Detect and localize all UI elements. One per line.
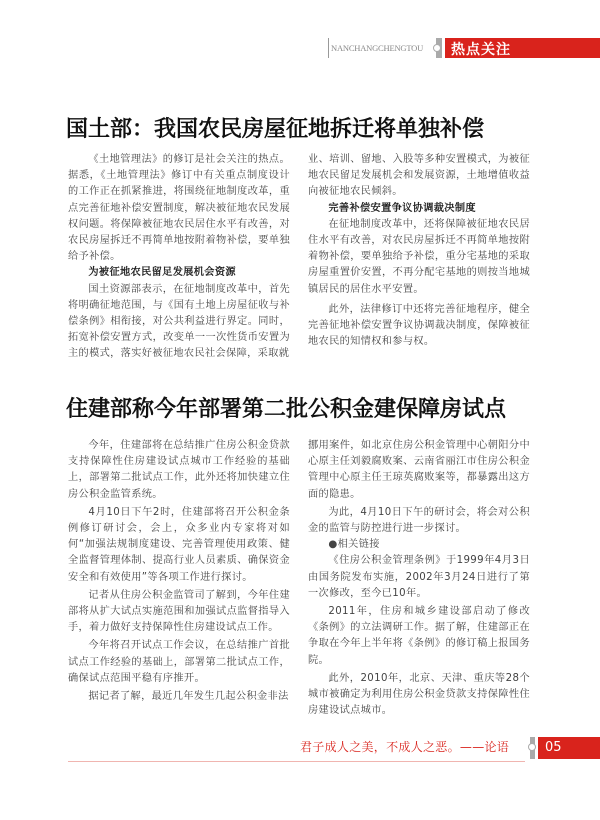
header-dot-icon: [433, 44, 441, 52]
article2-title: 住建部称今年部署第二批公积金建保障房试点: [66, 396, 507, 422]
paragraph: 此外，2010年，北京、天津、重庆等28个城市被确定为利用住房公积金贷款支持保障性住房建设试点城市。: [308, 672, 530, 717]
paragraph: 2011年，住房和城乡建设部启动了修改《条例》的立法调研工作。据了解，住建部正在争取在今年上半年将《条例》的修订稿上报国务院。: [308, 606, 530, 666]
subheading: 完善补偿安置争议协调裁决制度: [328, 202, 476, 214]
paragraph: 《住房公积金管理条例》于1999年4月3日由国务院发布实施，2002年3月24日进行了第一次修改，至今已10年。: [308, 555, 530, 599]
paragraph: 国土资源部表示，在征地制度改革中，首先将明确征地范围，与《国有土地上房屋征收与补偿条例》相衔接，对公共利益进行界定。同时，拓宽补偿安置方式，改变单一一次性货币安置为主的模式，落实好被征地农民社会保障，采取就: [68, 283, 290, 360]
article2-col-left: [68, 438, 290, 705]
article2-col-right: [308, 438, 530, 719]
article1-col-right: [308, 152, 530, 350]
paragraph: 记者从住房公积金监管司了解到，今年住建部将从扩大试点实施范围和加强试点监督指导入手，着力做好支持保障性住房建设试点工作。: [68, 589, 290, 634]
paragraph: 今年将召开试点工作会议，在总结推广首批试点工作经验的基础上，部署第二批试点工作，确保试点范围平稳有序推开。: [68, 640, 290, 684]
paragraph: 4月10日下午2时，住建部将召开公积金条例修订研讨会，会上，众多业内专家将对如何“加强法规制度建设、完善管理使用政策、健全监督管理体制、提高行业人员素质、确保资金安全和有效使用”等各项工作进行探讨。: [68, 506, 290, 583]
publication-name: NANCHANGCHENGTOU: [331, 43, 424, 53]
paragraph: 挪用案件，如北京住房公积金管理中心朝阳分中心原主任刘毅腐败案、云南省丽江市住房公积金管理中心原主任王琼英腐败案等，都暴露出这方面的隐患。: [308, 440, 530, 500]
paragraph: 此外，法律修订中还将完善征地程序，健全完善征地补偿安置争议协调裁决制度，保障被征地农民的知情权和参与权。: [308, 303, 530, 348]
paragraph: 《土地管理法》的修订是社会关注的热点。据悉，《土地管理法》修订中有关重点制度设计的工作正在抓紧推进，将围绕征地制度改革，重点完善征地补偿安置制度，解决被征地农民发展权问题。将保障被征地农民居住水平有改善，对农民房屋拆迁不再简单地按附着物补偿，要单独给予补偿。: [68, 154, 290, 263]
section-title: 热点关注: [451, 42, 511, 58]
article1-title: 国土部：我国农民房屋征地拆迁将单独补偿: [66, 116, 485, 142]
paragraph: 据记者了解，最近几年发生几起公积金非法: [88, 691, 289, 703]
footer-divider: [68, 761, 525, 762]
paragraph: 在征地制度改革中，还将保障被征地农民居住水平有改善，对农民房屋拆迁不再简单地按附着物补偿，要单独给予补偿，重分宅基地的采取房屋重置价安置，不再分配宅基地的则按当地城镇居民的居住水平安置。: [308, 218, 530, 295]
footer-dot-icon: [528, 743, 536, 751]
footer-quote: 君子成人之美，不成人之恶。——论语: [300, 740, 510, 754]
header-divider: [328, 38, 329, 58]
related-links-heading: ●相关链接: [328, 539, 380, 551]
paragraph: 业、培训、留地、入股等多种安置模式，为被征地农民留足发展机会和发展资源，土地增值收益向被征地农民倾斜。: [308, 154, 530, 198]
paragraph: 为此，4月10日下午的研讨会，将会对公积金的监管与防控进行进一步探讨。: [308, 506, 530, 535]
article1-col-left: [68, 152, 290, 363]
page-number: 05: [545, 740, 562, 755]
paragraph: 今年，住建部将在总结推广住房公积金贷款支持保障性住房建设试点城市工作经验的基础上，部署第二批试点工作，此外还将加快建立住房公积金监管系统。: [68, 440, 290, 500]
subheading: 为被征地农民留足发展机会资源: [88, 267, 236, 279]
